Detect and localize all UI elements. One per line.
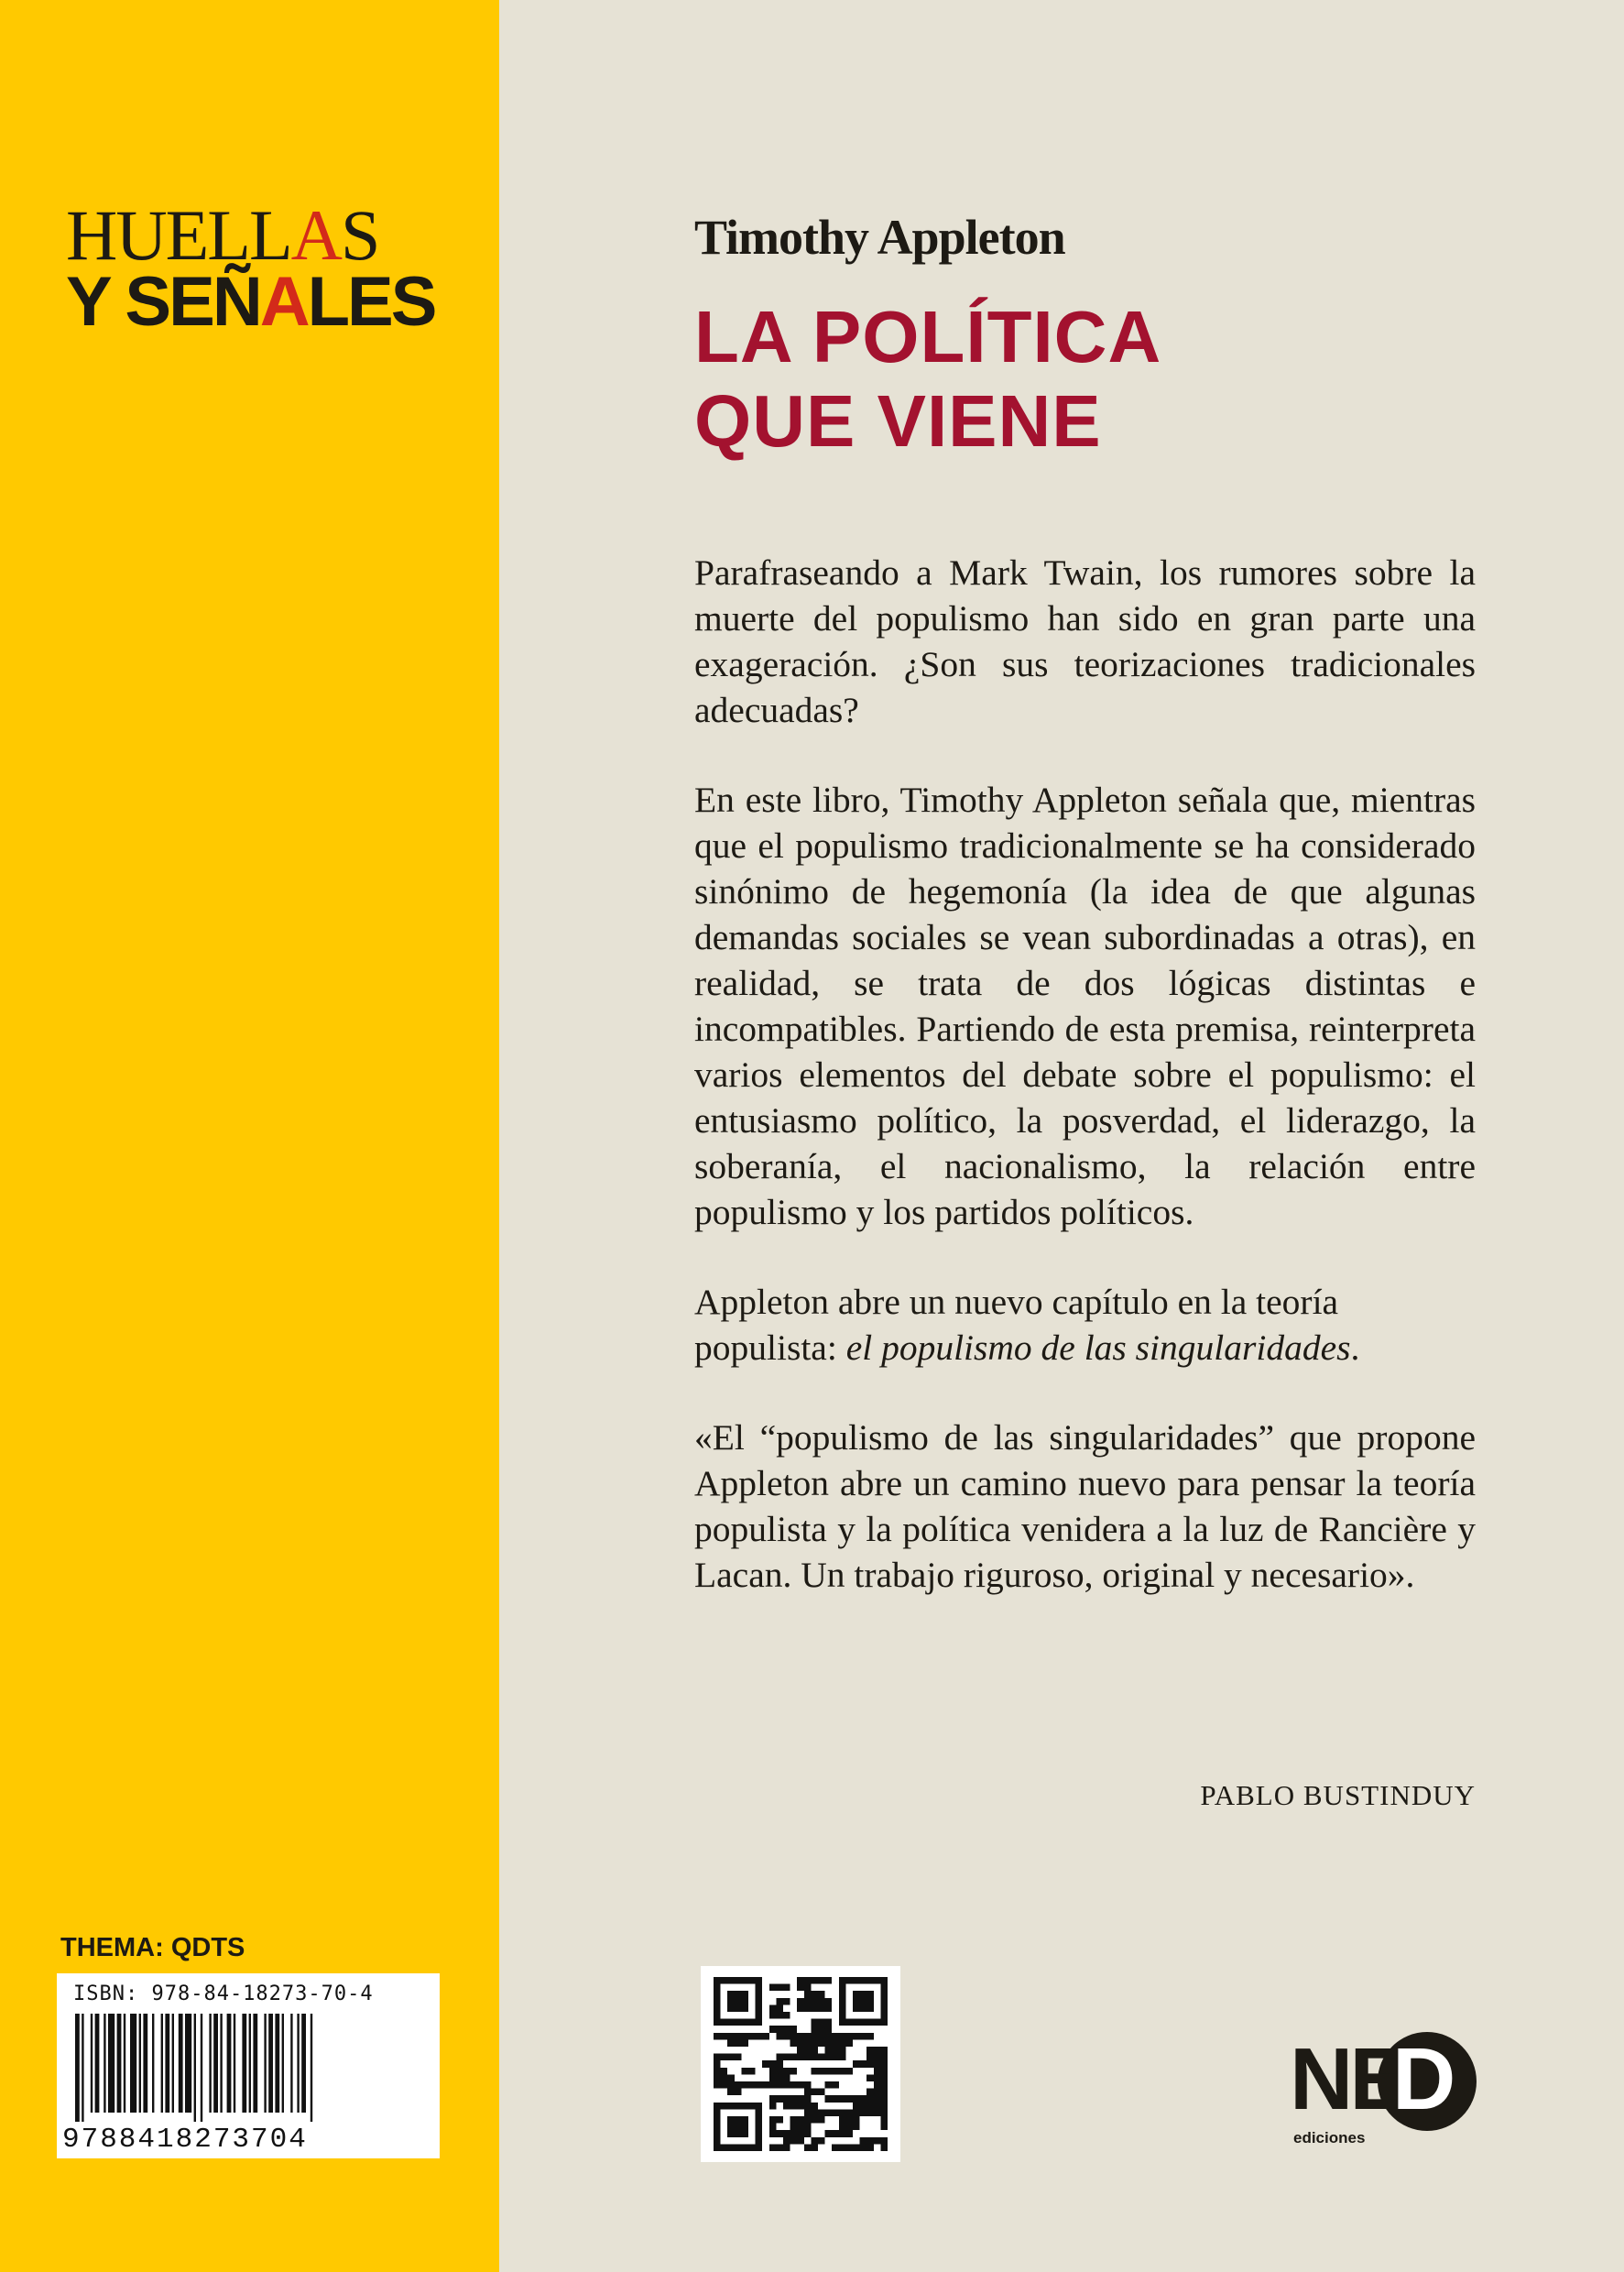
publisher-logo [1290,2030,1473,2155]
author-name: Timothy Appleton [694,210,1065,265]
ean-digits: 9788418273704 [62,2124,308,2156]
quote-attribution: PABLO BUSTINDUY [1200,1779,1476,1811]
publisher-subtitle: ediciones [1293,2129,1366,2146]
blurb-quote: «El “populismo de las singularidades” que propone Appleton abre un camino nuevo para pensar la teoría populista y la política venidera a la luz de Rancière y Lacan. Un trabajo riguroso, original y necesario». [694,1417,1476,1595]
book-title-line1: LA POLÍTICA [694,296,1162,377]
book-title [694,295,1161,464]
book-title-line2: QUE VIENE [694,380,1102,462]
series-logo-line1: HUELLAS [66,195,379,275]
qr-code-icon [714,1977,888,2151]
blurb-paragraph-2: En este libro, Timothy Appleton señala que, mientras que el populismo tradicionalmente se ha considerado sinónimo de hegemonía (la idea de que algunas demandas sociales se vean subordinadas a otras), en realidad, se trata de dos lógicas distintas e incompatibles. Partiendo de esta premisa, reinterpreta varios elementos del debate sobre el populismo: el entusiasmo político, la posverdad, el liderazgo, la soberanía, el nacionalismo, la relación entre populismo y los partidos políticos. [694,780,1476,1232]
blurb-paragraph-3: Appleton abre un nuevo capítulo en la teoría populista: el populismo de las singularidades. [694,1282,1360,1368]
blurb [694,550,1476,1598]
isbn-barcode [57,1973,440,2158]
barcode-icon [70,2014,418,2124]
spine-panel [0,0,499,2272]
series-logo-line2: Y SEÑALES [66,263,435,341]
publisher-logo-d: D [1392,2030,1456,2128]
isbn-label: ISBN: 978-84-18273-70-4 [73,1983,374,2005]
qr-code [701,1966,900,2162]
blurb-paragraph-1: Parafraseando a Mark Twain, los rumores sobre la muerte del populismo han sido en gran parte una exageración. ¿Son sus teorizaciones tradicionales adecuadas? [694,552,1476,730]
thema-code: THEMA: QDTS [60,1933,245,1962]
publisher-logo-ne: NE [1290,2030,1405,2128]
series-logo [66,195,435,341]
